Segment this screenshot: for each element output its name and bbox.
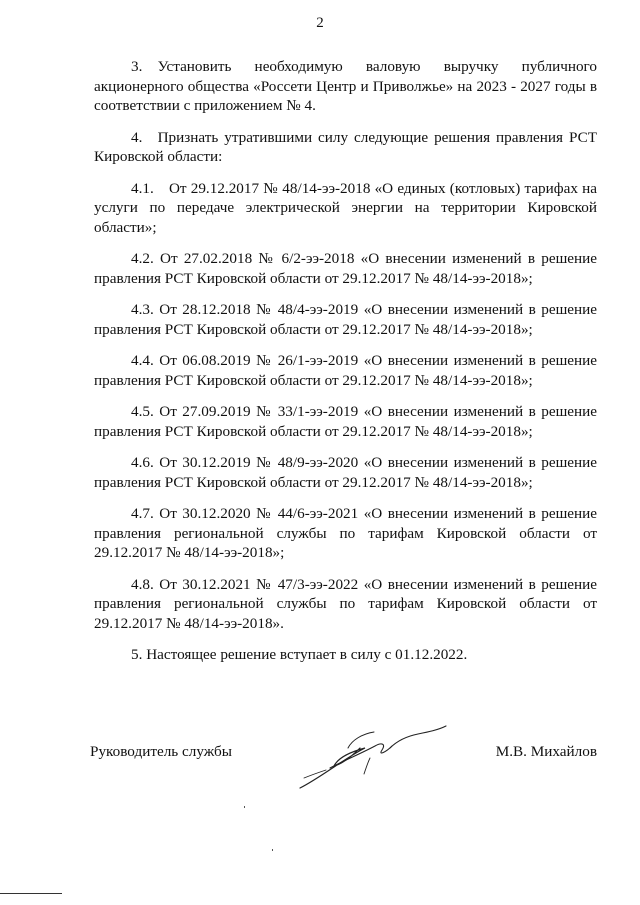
- scan-speck: [272, 849, 273, 851]
- signatory-name: М.В. Михайлов: [495, 743, 597, 760]
- paragraph-4-7: 4.7. От 30.12.2020 № 44/6-ээ-2021 «О внесении изменений в решение правления региональной службы по тарифам Кировской области от 29.12.2017 № 48/14-ээ-2018»;: [94, 505, 597, 561]
- signatory-title: Руководитель службы: [90, 743, 232, 760]
- paragraph-4-2: 4.2. От 27.02.2018 № 6/2-ээ-2018 «О внесении изменений в решение правления РСТ Кировской области от 29.12.2017 № 48/14-ээ-2018»;: [94, 250, 597, 287]
- paragraph-4-1: 4.1. От 29.12.2017 № 48/14-ээ-2018 «О единых (котловых) тарифах на услуги по передаче электрической энергии на территории Кировской области»;: [94, 179, 597, 236]
- paragraph-4: 4. Признать утратившими силу следующие решения правления РСТ Кировской области:: [94, 128, 597, 165]
- handwritten-signature: [290, 718, 450, 793]
- document-body: [94, 57, 597, 665]
- footer-rule: [0, 893, 62, 894]
- page-number: 2: [316, 15, 324, 31]
- paragraph-4-8: 4.8. От 30.12.2021 № 47/3-ээ-2022 «О внесении изменений в решение правления региональной службы по тарифам Кировской области от 29.12.2017 № 48/14-ээ-2018».: [94, 575, 597, 632]
- paragraph-5: 5. Настоящее решение вступает в силу с 01.12.2022.: [131, 646, 468, 663]
- scan-speck: [244, 806, 245, 808]
- paragraph-4-5: 4.5. От 27.09.2019 № 33/1-ээ-2019 «О внесении изменений в решение правления РСТ Кировской области от 29.12.2017 № 48/14-ээ-2018»;: [94, 403, 597, 440]
- paragraph-3: 3. Установить необходимую валовую выручку публичного акционерного общества «Россети Центр и Приволжье» на 2023 - 2027 годы в соответствии с приложением № 4.: [94, 58, 597, 114]
- paragraph-4-3: 4.3. От 28.12.2018 № 48/4-ээ-2019 «О внесении изменений в решение правления РСТ Кировской области от 29.12.2017 № 48/14-ээ-2018»;: [94, 301, 597, 338]
- paragraph-4-4: 4.4. От 06.08.2019 № 26/1-ээ-2019 «О внесении изменений в решение правления РСТ Кировской области от 29.12.2017 № 48/14-ээ-2018»;: [94, 352, 597, 389]
- paragraph-4-6: 4.6. От 30.12.2019 № 48/9-ээ-2020 «О внесении изменений в решение правления РСТ Кировской области от 29.12.2017 № 48/14-ээ-2018»;: [94, 454, 597, 491]
